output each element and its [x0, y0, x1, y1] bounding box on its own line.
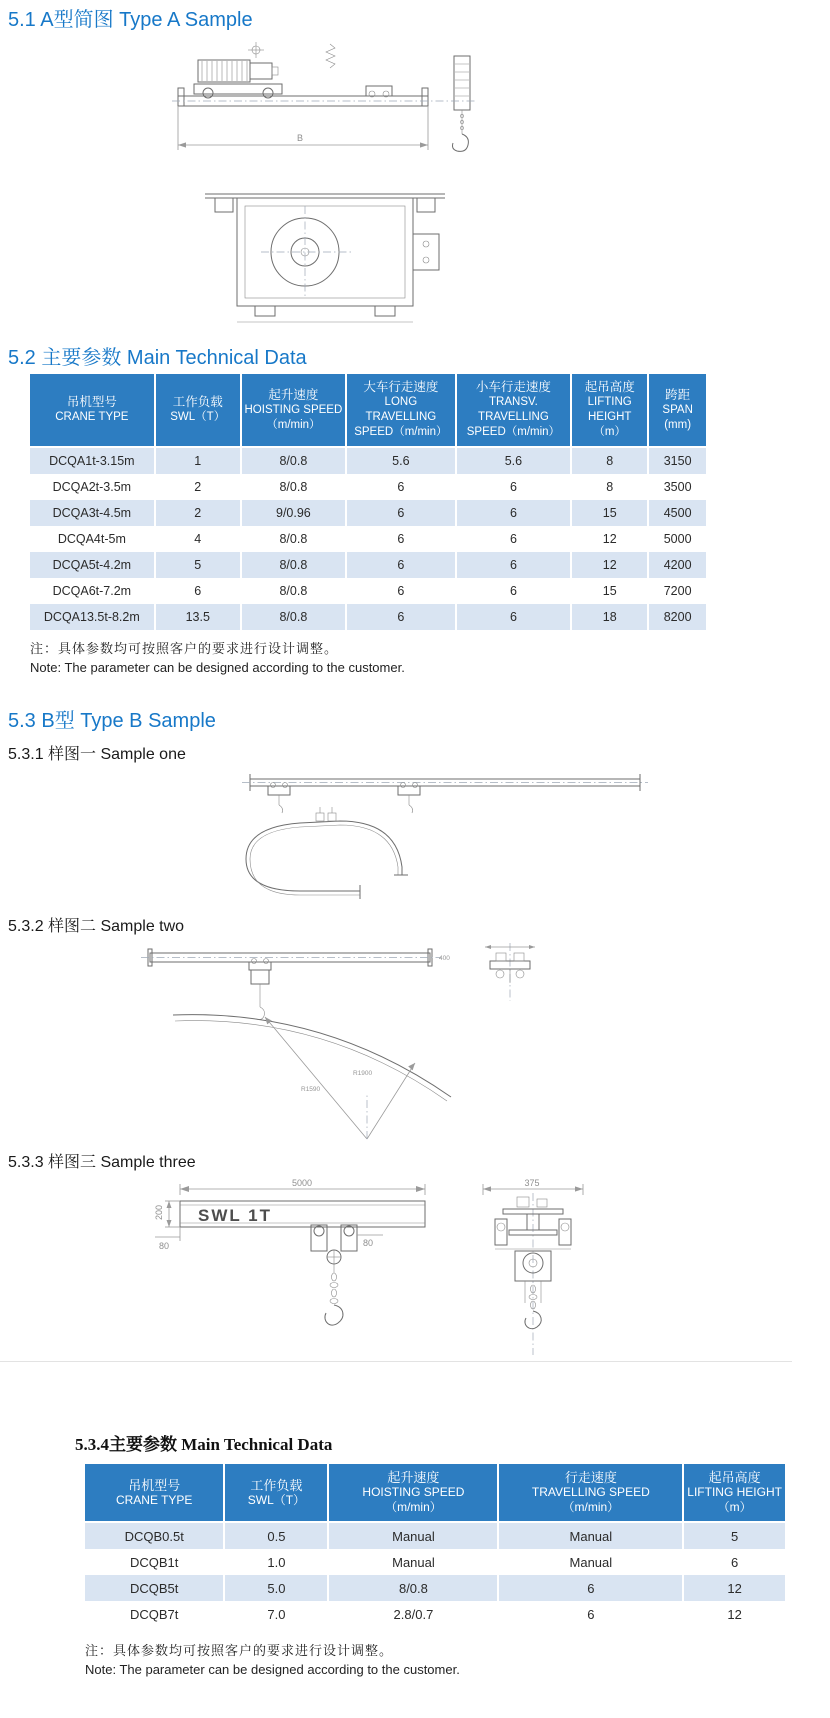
- table-cell: DCQA3t-4.5m: [30, 500, 155, 526]
- dim-label-b: B: [296, 133, 304, 143]
- table-a-notes: [30, 639, 830, 677]
- column-header: 起升速度 HOISTING SPEED （m/min）: [328, 1464, 498, 1522]
- table-cell: DCQA1t-3.15m: [30, 447, 155, 474]
- column-header: 工作负载 SWL（T）: [155, 374, 241, 447]
- table-cell: 6: [731, 1554, 739, 1570]
- table-cell: 8/0.8: [328, 1575, 498, 1601]
- table-cell: 2: [155, 500, 241, 526]
- table-header-row: [85, 1464, 785, 1522]
- table-cell: 7.0: [224, 1601, 328, 1627]
- table-cell: 2.8/0.7: [328, 1601, 498, 1627]
- table-cell: 6: [456, 526, 571, 552]
- table-cell: 8/0.8: [241, 552, 346, 578]
- column-header: 起升速度 HOISTING SPEED （m/min）: [241, 374, 346, 447]
- sample-three-drawing: [95, 1179, 655, 1359]
- table-cell: 9/0.96: [241, 500, 346, 526]
- table-cell: 6: [498, 1575, 683, 1601]
- note-english: Note: The parameter can be designed according to the customer.: [85, 1662, 460, 1677]
- table-cell: 4200: [663, 558, 692, 572]
- column-header: 跨距 SPAN (mm): [648, 374, 706, 447]
- dim-label-r1900: R1900: [353, 1070, 373, 1077]
- table-row: [85, 1522, 785, 1549]
- table-row: [30, 500, 706, 526]
- table-cell: 6: [346, 578, 456, 604]
- swl-marking: SWL 1T: [198, 1206, 273, 1225]
- table-cell: 4: [155, 526, 241, 552]
- table-cell: 5.0: [224, 1575, 328, 1601]
- table-cell: 8/0.8: [241, 578, 346, 604]
- table-cell: 5000: [663, 532, 692, 546]
- table-cell: 6: [498, 1601, 683, 1627]
- table-cell: 5: [155, 552, 241, 578]
- table-cell: 6: [346, 526, 456, 552]
- section-title-5-3: 5.3 B型 Type B Sample: [8, 710, 216, 732]
- column-header: 吊机型号 CRANE TYPE: [30, 374, 155, 447]
- table-cell: 5.6: [456, 447, 571, 474]
- table-cell: Manual: [498, 1549, 683, 1575]
- dim-label-80-right: 80: [363, 1238, 374, 1248]
- note-chinese: 注：具体参数均可按照客户的要求进行设计调整。: [85, 1643, 394, 1658]
- section-title-5-3-4: 5.3.4主要参数 Main Technical Data: [75, 1435, 333, 1454]
- table-cell: 1.0: [224, 1549, 328, 1575]
- table-cell: 6: [346, 474, 456, 500]
- sample-two-drawing: [115, 943, 595, 1143]
- table-cell: 18: [571, 604, 648, 630]
- table-cell: 6: [456, 604, 571, 630]
- table-cell: 6: [346, 500, 456, 526]
- table-cell: Manual: [328, 1549, 498, 1575]
- column-header: 小车行走速度 TRANSV. TRAVELLING SPEED（m/min）: [456, 374, 571, 447]
- table-cell: 12: [571, 526, 648, 552]
- column-header: 大车行走速度 LONG TRAVELLING SPEED（m/min）: [346, 374, 456, 447]
- table-cell: 6: [456, 500, 571, 526]
- table-cell: DCQA6t-7.2m: [30, 578, 155, 604]
- table-row: [30, 552, 706, 578]
- table-row: [30, 447, 706, 474]
- table-row: [85, 1601, 785, 1627]
- column-header: 吊机型号 CRANE TYPE: [85, 1464, 224, 1522]
- dim-label-5000: 5000: [291, 1179, 313, 1188]
- table-b-notes: [85, 1641, 830, 1679]
- table-cell: 8: [571, 447, 648, 474]
- table-cell: DCQB0.5t: [85, 1522, 224, 1549]
- table-cell: DCQB1t: [85, 1549, 224, 1575]
- table-cell: 1: [155, 447, 241, 474]
- dim-label-80-left: 80: [159, 1241, 170, 1251]
- type-a-front-elevation-drawing: [170, 40, 480, 175]
- column-header: 起吊高度 LIFTING HEIGHT （m）: [571, 374, 648, 447]
- table-cell: 3500: [663, 480, 692, 494]
- note-chinese: 注：具体参数均可按照客户的要求进行设计调整。: [30, 641, 339, 656]
- table-cell: 15: [571, 500, 648, 526]
- table-cell: 8/0.8: [241, 604, 346, 630]
- table-cell: DCQA4t-5m: [30, 526, 155, 552]
- table-cell: 6: [346, 604, 456, 630]
- table-cell: 8/0.8: [241, 526, 346, 552]
- main-technical-data-table-type-a: [30, 374, 706, 630]
- table-cell: 5: [731, 1528, 739, 1544]
- table-row: [85, 1549, 785, 1575]
- note-english: Note: The parameter can be designed according to the customer.: [30, 660, 405, 675]
- table-cell: 5.6: [346, 447, 456, 474]
- table-cell: 7200: [663, 584, 692, 598]
- table-row: [30, 604, 706, 630]
- dim-label-375: 375: [524, 1179, 540, 1188]
- table-cell: 2: [155, 474, 241, 500]
- table-cell: 6: [346, 552, 456, 578]
- table-row: [30, 474, 706, 500]
- table-cell: Manual: [328, 1522, 498, 1549]
- table-cell: 3150: [663, 454, 692, 468]
- sample-one-drawing: [150, 771, 650, 909]
- table-header-row: [30, 374, 706, 447]
- table-cell: Manual: [498, 1522, 683, 1549]
- column-header: 起吊高度 LIFTING HEIGHT （m）: [683, 1464, 785, 1522]
- type-a-side-view-drawing: [185, 182, 465, 332]
- table-row: [85, 1575, 785, 1601]
- table-cell: 8/0.8: [241, 474, 346, 500]
- table-cell: 13.5: [155, 604, 241, 630]
- section-title-5-3-1: 5.3.1 样图一 Sample one: [8, 746, 186, 763]
- table-cell: 6: [456, 552, 571, 578]
- section-title-5-3-2: 5.3.2 样图二 Sample two: [8, 918, 185, 935]
- table-cell: 8200: [663, 610, 692, 624]
- column-header: 工作负载 SWL（T）: [224, 1464, 328, 1522]
- dim-label-400: 400: [439, 955, 450, 962]
- table-cell: 8: [571, 474, 648, 500]
- table-cell: DCQA2t-3.5m: [30, 474, 155, 500]
- table-cell: 4500: [663, 506, 692, 520]
- table-cell: DCQA5t-4.2m: [30, 552, 155, 578]
- section-title-5-3-3: 5.3.3 样图三 Sample three: [8, 1154, 196, 1171]
- table-cell: DCQB5t: [85, 1575, 224, 1601]
- table-cell: 8/0.8: [241, 447, 346, 474]
- main-technical-data-table-type-b: [85, 1464, 785, 1627]
- table-cell: 15: [571, 578, 648, 604]
- section-title-5-2: 5.2 主要参数 Main Technical Data: [8, 347, 307, 369]
- table-cell: 12: [727, 1580, 742, 1596]
- dim-label-200: 200: [154, 1204, 164, 1220]
- table-row: [30, 526, 706, 552]
- section-title-5-1: 5.1 A型简图 Type A Sample: [8, 9, 253, 31]
- column-header: 行走速度 TRAVELLING SPEED （m/min）: [498, 1464, 683, 1522]
- table-row: [30, 578, 706, 604]
- table-cell: 12: [571, 552, 648, 578]
- page-divider: [0, 1361, 792, 1362]
- table-cell: 6: [456, 578, 571, 604]
- table-cell: DCQB7t: [85, 1601, 224, 1627]
- table-cell: DCQA13.5t-8.2m: [30, 604, 155, 630]
- table-cell: 0.5: [224, 1522, 328, 1549]
- table-cell: 12: [727, 1606, 742, 1622]
- table-cell: 6: [456, 474, 571, 500]
- table-cell: 6: [155, 578, 241, 604]
- dim-label-r1590: R1590: [301, 1086, 321, 1093]
